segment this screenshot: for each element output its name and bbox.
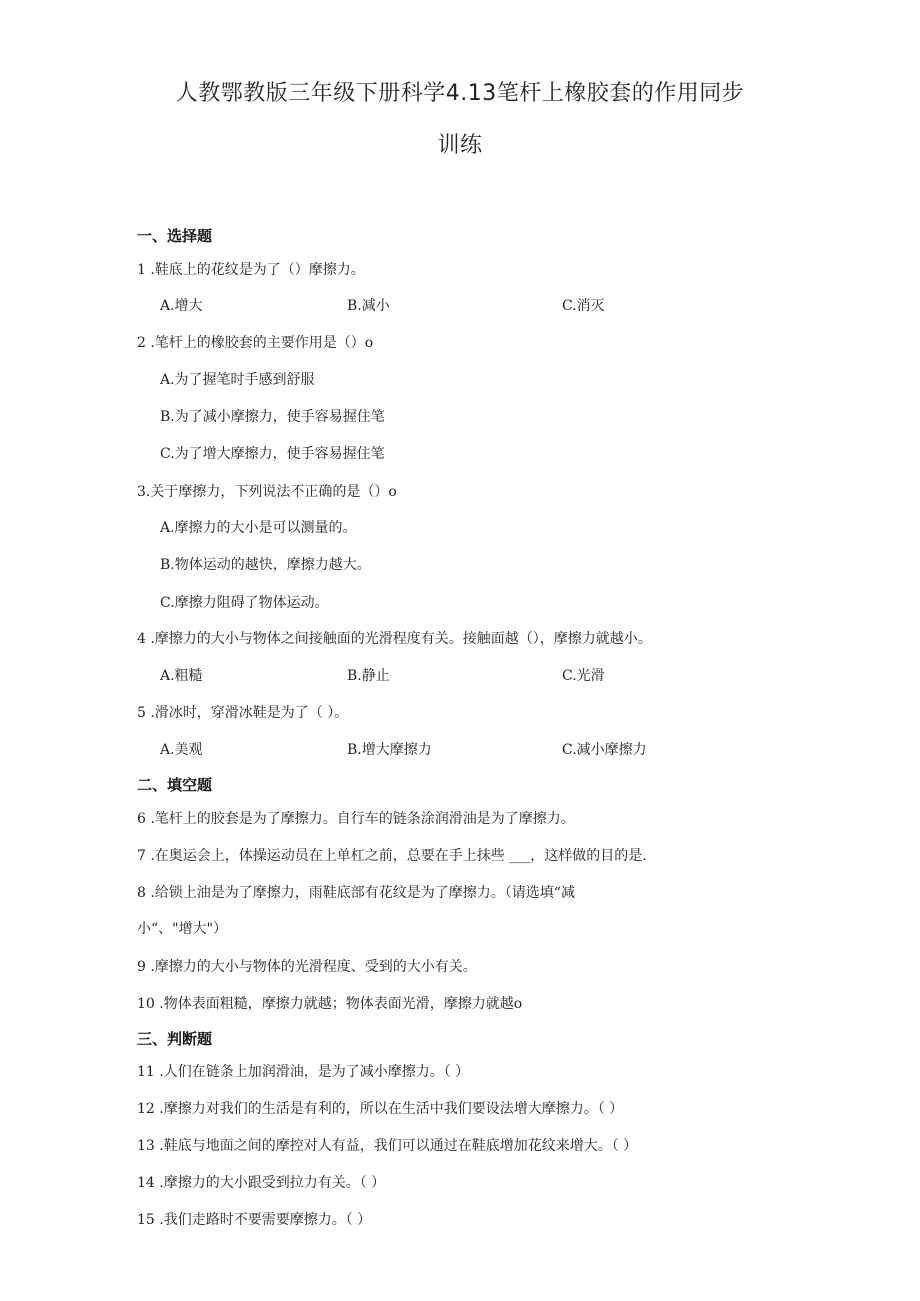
section-heading-true-false: 三、判断题 (137, 1030, 213, 1048)
question-15: 15 .我们走路时不要需要摩擦力。（ ） (137, 1212, 372, 1228)
question-10: 10 .物体表面粗糙，摩擦力就越；物体表面光滑，摩擦力就越o (137, 996, 523, 1012)
question-9: 9 .摩擦力的大小与物体的光滑程度、受到的大小有关。 (137, 959, 477, 975)
question-11: 11 .人们在链条上加润滑油，是为了减小摩擦力。（ ） (137, 1064, 470, 1080)
question-4-option-b: B.静止 (347, 668, 390, 684)
question-4-option-a: A.粗糙 (160, 668, 203, 684)
question-8-line-1: 8 .给锁上油是为了摩擦力，雨鞋底部有花纹是为了摩擦力。（请选填“减 (137, 885, 575, 901)
question-3-option-c: C.摩擦力阻碍了物体运动。 (160, 595, 329, 611)
question-3-option-b: B.物体运动的越快，摩擦力越大。 (160, 557, 371, 573)
question-4-option-c: C.光滑 (562, 668, 605, 684)
question-2-option-a: A.为了握笔时手感到舒服 (160, 372, 315, 388)
question-2-option-c: C.为了增大摩擦力，使手容易握住笔 (160, 446, 385, 462)
question-1-option-b: B.减小 (347, 298, 390, 314)
question-7: 7 .在奥运会上，体操运动员在上单杠之前，总要在手上抹些 ___，这样做的目的是. (137, 848, 647, 864)
question-5-option-c: C.减小摩擦力 (562, 742, 647, 758)
question-2-option-b: B.为了减小摩擦力，使手容易握住笔 (160, 409, 385, 425)
document-title-line-2: 训练 (437, 133, 483, 158)
question-12: 12 .摩擦力对我们的生活是有利的，所以在生活中我们要设法增大摩擦力。（ ） (137, 1101, 624, 1117)
question-14: 14 .摩擦力的大小跟受到拉力有关。（ ） (137, 1175, 386, 1191)
question-6: 6 .笔杆上的胶套是为了摩擦力。自行车的链条涂润滑油是为了摩擦力。 (137, 811, 575, 827)
question-13: 13 .鞋底与地面之间的摩控对人有益，我们可以通过在鞋底增加花纹来增大。（ ） (137, 1138, 638, 1154)
question-5-option-a: A.美观 (160, 742, 203, 758)
question-2-stem: 2 .笔杆上的橡胶套的主要作用是（）o (137, 335, 374, 351)
question-3-option-a: A.摩擦力的大小是可以测量的。 (160, 520, 357, 536)
question-5-option-b: B.增大摩擦力 (347, 742, 432, 758)
question-1-stem: 1 .鞋底上的花纹是为了（）摩擦力。 (137, 262, 365, 278)
document-title-line-1: 人教鄂教版三年级下册科学4.13笔杆上橡胶套的作用同步 (175, 81, 745, 106)
question-8-line-2: 小“、"增大"） (137, 921, 228, 937)
question-1-option-c: C.消灭 (562, 298, 605, 314)
question-3-stem: 3.关于摩擦力，下列说法不正确的是（）o (137, 484, 397, 500)
question-5-stem: 5 .滑冰时，穿滑冰鞋是为了（ ）。 (137, 705, 349, 721)
question-4-stem: 4 .摩擦力的大小与物体之间接触面的光滑程度有关。接触面越（），摩擦力就越小。 (137, 631, 652, 647)
section-heading-fill-in: 二、填空题 (137, 776, 213, 794)
question-1-option-a: A.增大 (160, 298, 203, 314)
section-heading-choice: 一、选择题 (137, 227, 213, 245)
